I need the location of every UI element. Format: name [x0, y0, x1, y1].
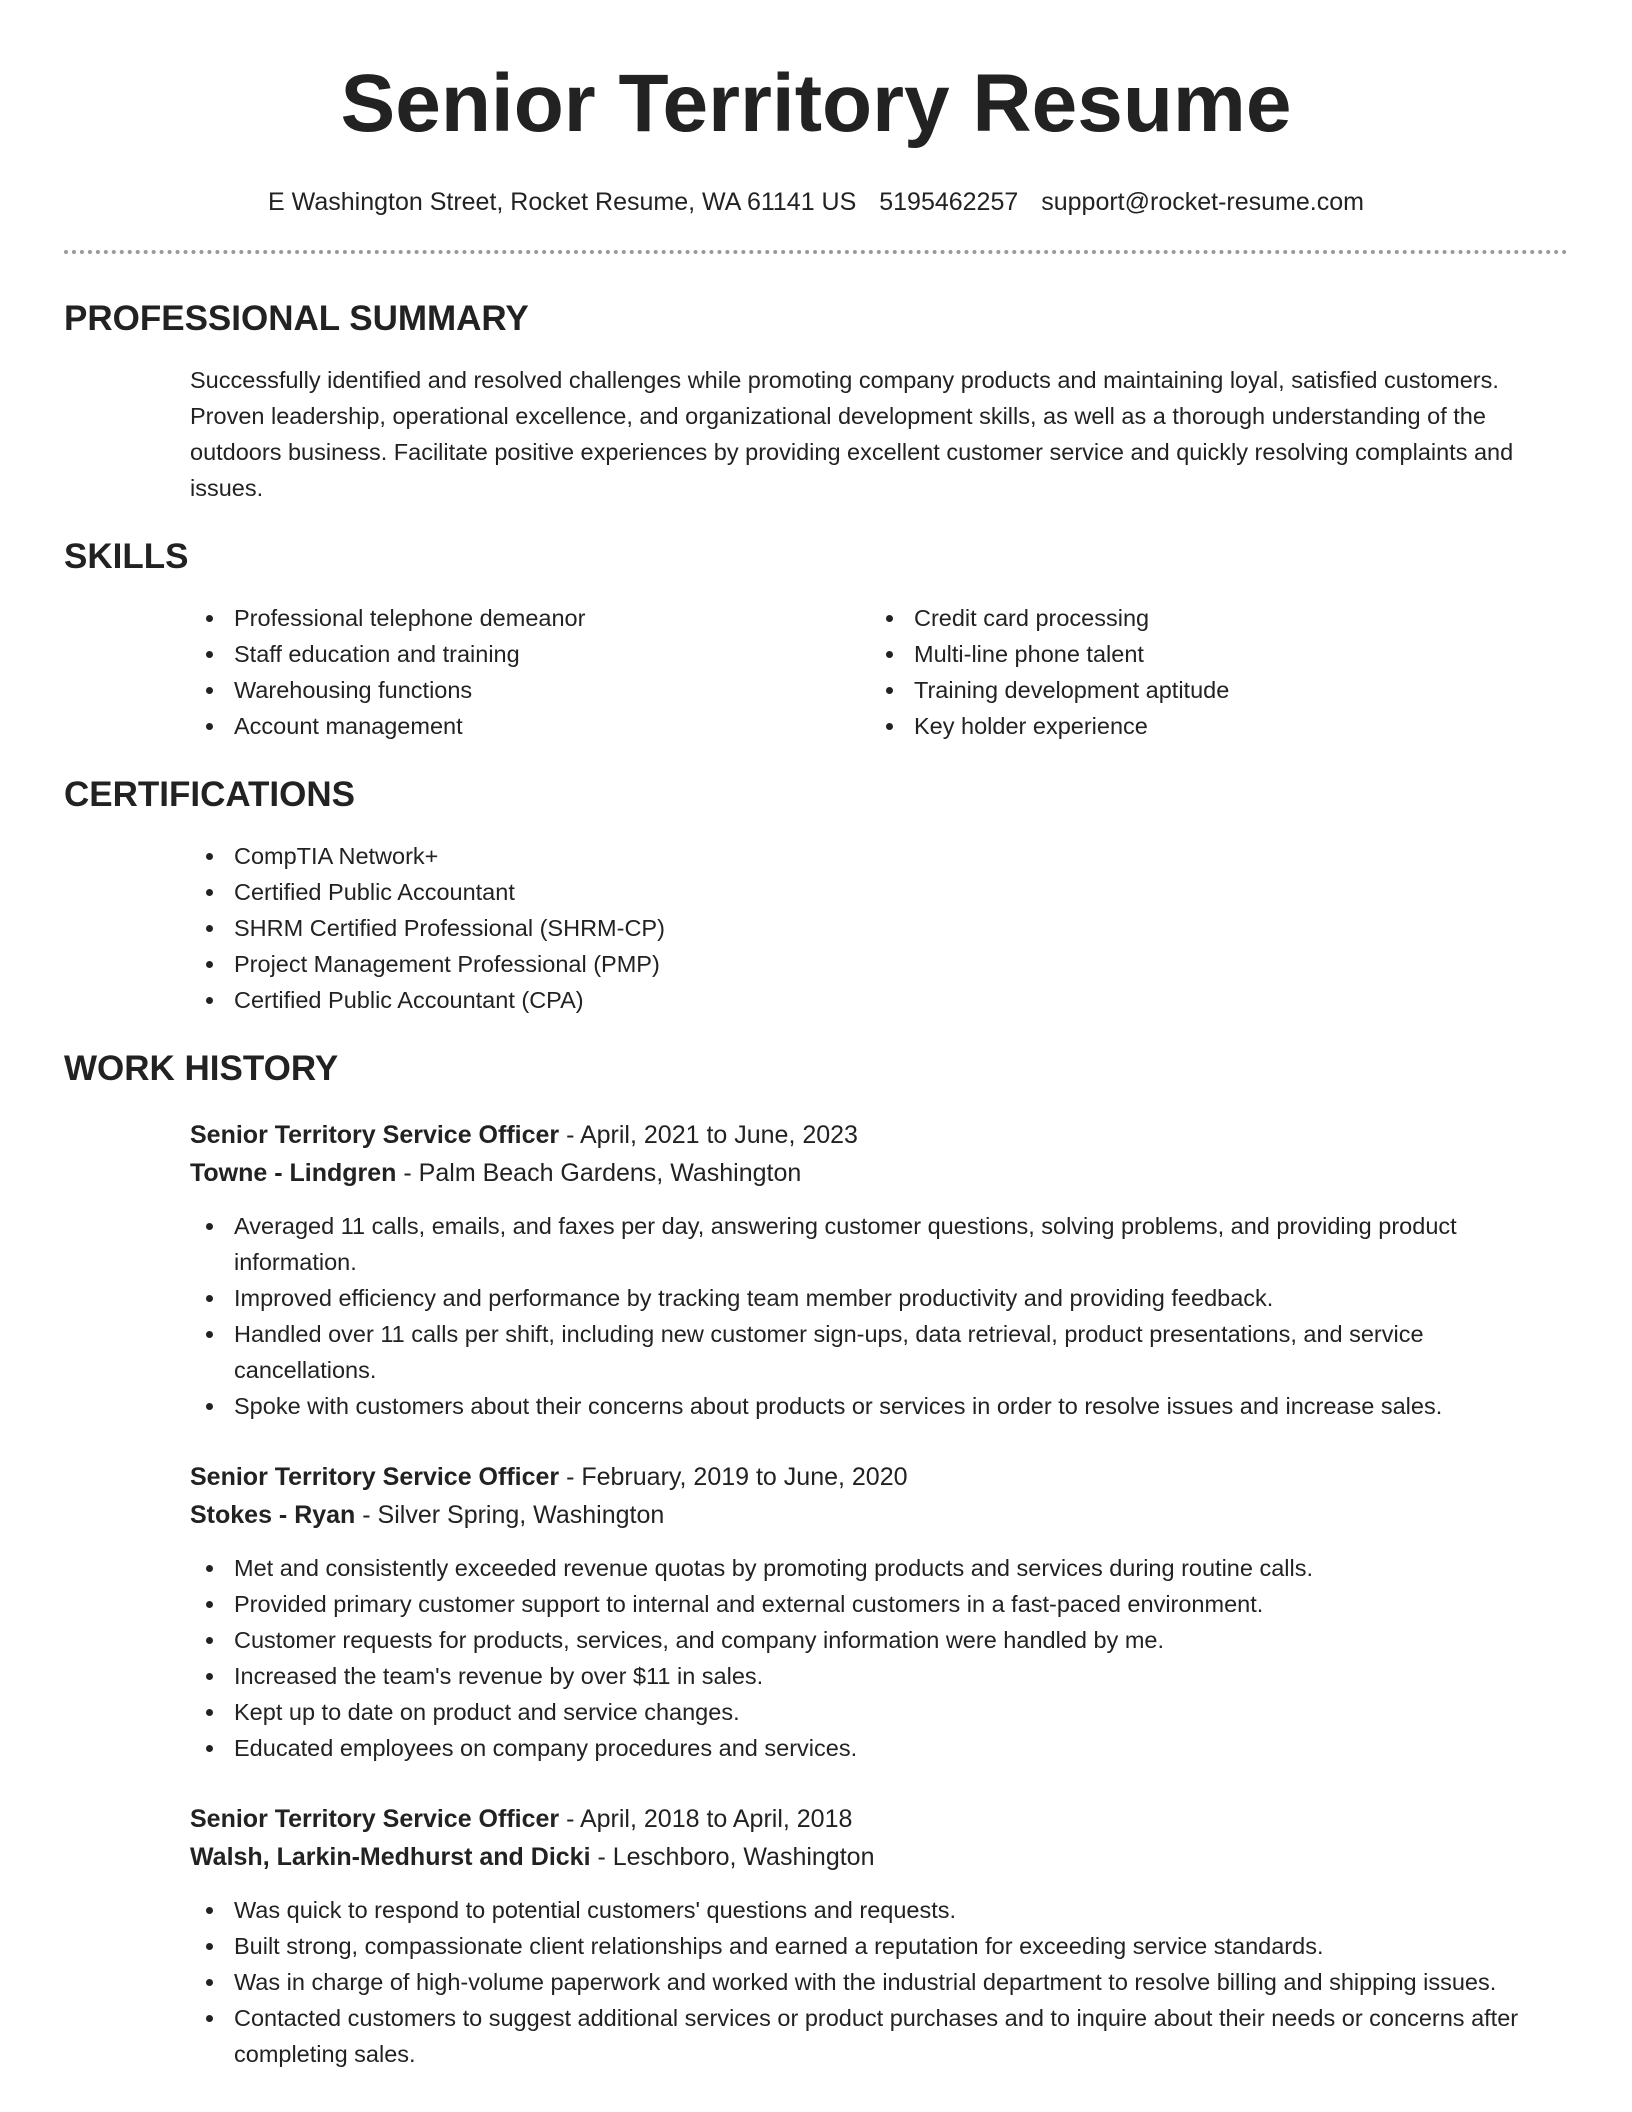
contact-address: E Washington Street, Rocket Resume, WA 61141 US — [268, 188, 857, 216]
job-role: Senior Territory Service Officer — [190, 1463, 560, 1491]
job-entry — [190, 1800, 1568, 2072]
contact-phone: 5195462257 — [879, 188, 1019, 216]
job-company: Towne - Lindgren — [190, 1159, 397, 1187]
summary-text: Successfully identified and resolved challenges while promoting company products and maintaining loyal, satisfied customers. Proven leadership, operational excellence, and organizational development skills, as well as a thorough understanding of the outdoors business. Facilitate positive experiences by providing excellent customer service and quickly resolving complaints and issues. — [190, 367, 1514, 501]
job-role: Senior Territory Service Officer — [190, 1121, 560, 1149]
skill-item: Training development aptitude — [870, 672, 1550, 708]
skills-section — [64, 536, 1568, 744]
skill-item: Key holder experience — [870, 708, 1550, 744]
certification-item: Certified Public Accountant (CPA) — [190, 982, 1568, 1018]
skills-list-right — [870, 600, 1550, 744]
job-dates: - April, 2018 to April, 2018 — [559, 1805, 853, 1833]
certifications-list — [190, 838, 1568, 1018]
certification-item: Project Management Professional (PMP) — [190, 946, 1568, 982]
job-company-line — [190, 1154, 1568, 1192]
work-history-section — [64, 1048, 1568, 2072]
resume-name: Senior Territory Resume — [340, 58, 1292, 149]
certification-item: CompTIA Network+ — [190, 838, 1568, 874]
duty-item: Averaged 11 calls, emails, and faxes per day, answering customer questions, solving problems, and providing product information. — [190, 1208, 1544, 1280]
job-duties — [190, 1550, 1544, 1766]
duty-item: Was in charge of high-volume paperwork and worked with the industrial department to resolve billing and shipping issues. — [190, 1964, 1544, 2000]
certification-item: SHRM Certified Professional (SHRM-CP) — [190, 910, 1568, 946]
duty-item: Increased the team's revenue by over $11 in sales. — [190, 1658, 1544, 1694]
contact-email: support@rocket-resume.com — [1041, 188, 1364, 216]
job-company-line — [190, 1838, 1568, 1876]
skill-item: Credit card processing — [870, 600, 1550, 636]
certification-item: Certified Public Accountant — [190, 874, 1568, 910]
job-company: Walsh, Larkin-Medhurst and Dicki — [190, 1843, 591, 1871]
duty-item: Handled over 11 calls per shift, including new customer sign-ups, data retrieval, product presentations, and service cancellations. — [190, 1316, 1544, 1388]
job-duties — [190, 1892, 1544, 2072]
job-dates: - April, 2021 to June, 2023 — [559, 1121, 858, 1149]
job-company: Stokes - Ryan — [190, 1501, 356, 1529]
job-role-line — [190, 1116, 1568, 1154]
duty-item: Spoke with customers about their concerns about products or services in order to resolve issues and increase sales. — [190, 1388, 1544, 1424]
job-role: Senior Territory Service Officer — [190, 1805, 560, 1833]
certifications-section — [64, 774, 1568, 1018]
duty-item: Customer requests for products, services, and company information were handled by me. — [190, 1622, 1544, 1658]
summary-title: PROFESSIONAL SUMMARY — [64, 299, 529, 338]
job-entry — [190, 1458, 1568, 1766]
skill-item: Professional telephone demeanor — [190, 600, 870, 636]
header-divider — [64, 250, 1568, 254]
skills-list-left — [190, 600, 870, 744]
job-location: - Leschboro, Washington — [590, 1843, 875, 1871]
job-location: - Silver Spring, Washington — [355, 1501, 665, 1529]
duty-item: Educated employees on company procedures and services. — [190, 1730, 1544, 1766]
skill-item: Staff education and training — [190, 636, 870, 672]
job-entry — [190, 1116, 1568, 1424]
work-history-title: WORK HISTORY — [64, 1049, 339, 1088]
skill-item: Multi-line phone talent — [870, 636, 1550, 672]
duty-item: Was quick to respond to potential customers' questions and requests. — [190, 1892, 1544, 1928]
duty-item: Kept up to date on product and service changes. — [190, 1694, 1544, 1730]
job-dates: - February, 2019 to June, 2020 — [559, 1463, 908, 1491]
job-location: - Palm Beach Gardens, Washington — [396, 1159, 802, 1187]
duty-item: Built strong, compassionate client relationships and earned a reputation for exceeding service standards. — [190, 1928, 1544, 1964]
job-company-line — [190, 1496, 1568, 1534]
skill-item: Warehousing functions — [190, 672, 870, 708]
duty-item: Met and consistently exceeded revenue quotas by promoting products and services during routine calls. — [190, 1550, 1544, 1586]
summary-section — [64, 298, 1568, 506]
duty-item: Improved efficiency and performance by tracking team member productivity and providing feedback. — [190, 1280, 1544, 1316]
duty-item: Provided primary customer support to internal and external customers in a fast-paced environment. — [190, 1586, 1544, 1622]
skill-item: Account management — [190, 708, 870, 744]
job-role-line — [190, 1458, 1568, 1496]
job-role-line — [190, 1800, 1568, 1838]
skills-title: SKILLS — [64, 537, 189, 576]
duty-item: Contacted customers to suggest additional services or product purchases and to inquire about their needs or concerns after completing sales. — [190, 2000, 1544, 2072]
skills-grid — [190, 600, 1568, 744]
contact-line — [64, 186, 1568, 218]
certifications-title: CERTIFICATIONS — [64, 775, 356, 814]
job-duties — [190, 1208, 1544, 1424]
